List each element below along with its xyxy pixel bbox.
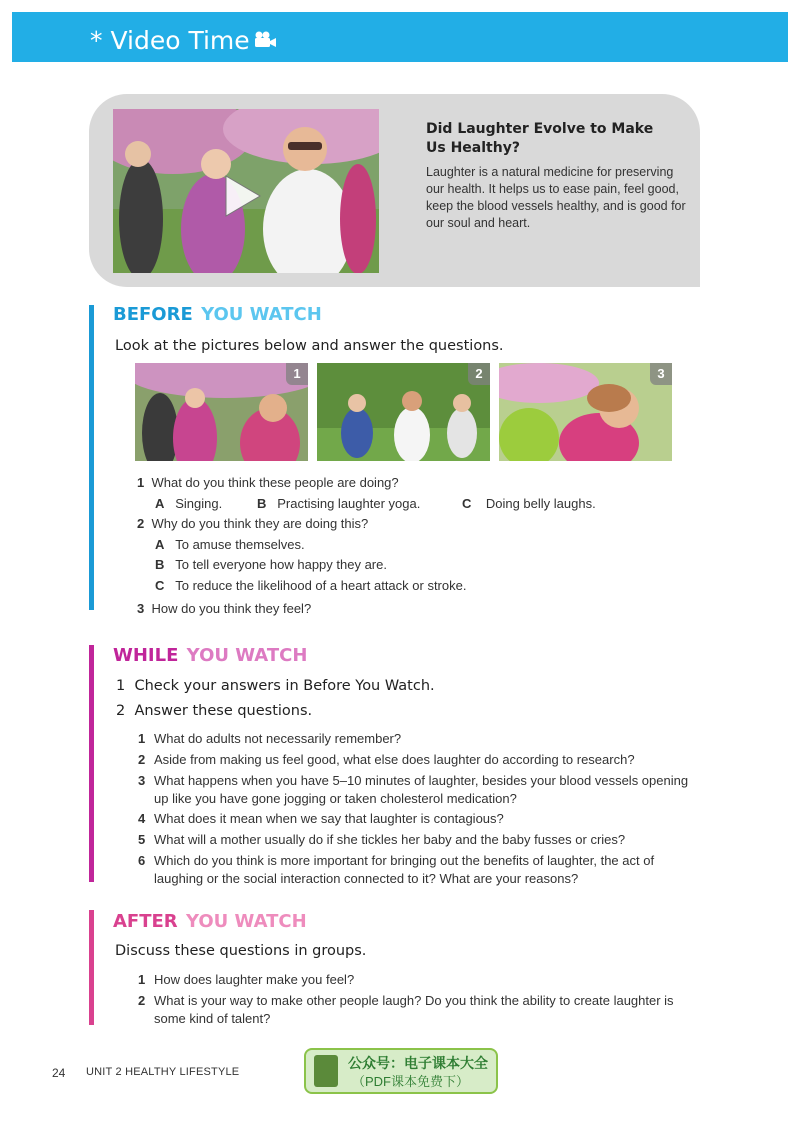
stamp-line-1: 公众号：电子课本大全 (348, 1055, 488, 1071)
video-description: Laughter is a natural medicine for preserving our health. It helps us to ease pain, feel good, keep the blood vessels healthy, and is good for our soul and heart. (426, 165, 686, 230)
before-question-3: 3 How do you think they feel? (137, 601, 312, 616)
before-q2-option-c: C To reduce the likelihood of a heart attack or stroke. (155, 578, 467, 593)
while-question-3: 3 What happens when you have 5–10 minutes of laughter, besides your blood vessels opening up like you have gone jogging or taken cholesterol medication? (138, 773, 689, 806)
unit-label: UNIT 2 HEALTHY LIFESTYLE (86, 1066, 240, 1078)
photo-1 (135, 363, 308, 461)
before-section-bar (89, 305, 94, 610)
before-q1-option-a: A Singing. (155, 496, 223, 511)
photo-2 (317, 363, 490, 461)
after-question-2: 2 What is your way to make other people laugh? Do you think the ability to create laughter is some kind of talent? (138, 993, 674, 1026)
video-camera-icon (253, 30, 277, 48)
while-task-1: 1 Check your answers in Before You Watch. (116, 678, 435, 694)
before-question-2: 2 Why do you think they are doing this? (137, 516, 369, 531)
play-icon[interactable] (222, 174, 262, 218)
page-title: * Video Time (90, 26, 250, 55)
watermark-stamp (304, 1048, 498, 1094)
after-section-bar (89, 910, 94, 1025)
before-heading: BEFORE YOU WATCH (113, 304, 322, 325)
before-q1-option-b: B Practising laughter yoga. (257, 496, 421, 511)
while-heading: WHILE YOU WATCH (113, 645, 308, 666)
after-instruction: Discuss these questions in groups. (115, 943, 367, 959)
while-section-bar (89, 645, 94, 882)
while-question-2: 2 Aside from making us feel good, what else does laughter do according to research? (138, 752, 635, 767)
while-question-4: 4 What does it mean when we say that laughter is contagious? (138, 811, 504, 826)
stamp-line-2: （PDF课本免费下） (352, 1074, 470, 1089)
photo-number: 3 (650, 363, 672, 385)
before-q2-option-a: A To amuse themselves. (155, 537, 305, 552)
book-logo-icon (314, 1055, 338, 1087)
after-heading: AFTER YOU WATCH (113, 911, 307, 932)
while-question-5: 5 What will a mother usually do if she tickles her baby and the baby fusses or cries? (138, 832, 626, 847)
while-task-2: 2 Answer these questions. (116, 703, 313, 719)
before-q2-option-b: B To tell everyone how happy they are. (155, 557, 387, 572)
before-instruction: Look at the pictures below and answer the questions. (115, 338, 504, 354)
page-number: 24 (52, 1066, 66, 1080)
photo-number: 1 (286, 363, 308, 385)
after-question-1: 1 How does laughter make you feel? (138, 972, 355, 987)
photo-number: 2 (468, 363, 490, 385)
before-question-1: 1 What do you think these people are doing? (137, 475, 399, 490)
while-question-1: 1 What do adults not necessarily remember? (138, 731, 402, 746)
video-title: Did Laughter Evolve to Make Us Healthy? (426, 121, 654, 156)
before-q1-option-c: C Doing belly laughs. (462, 496, 596, 511)
while-question-6: 6 Which do you think is more important for bringing out the benefits of laughter, the act of laughing or the social interaction connected to it? What are your reasons? (138, 853, 655, 886)
photo-3 (499, 363, 672, 461)
